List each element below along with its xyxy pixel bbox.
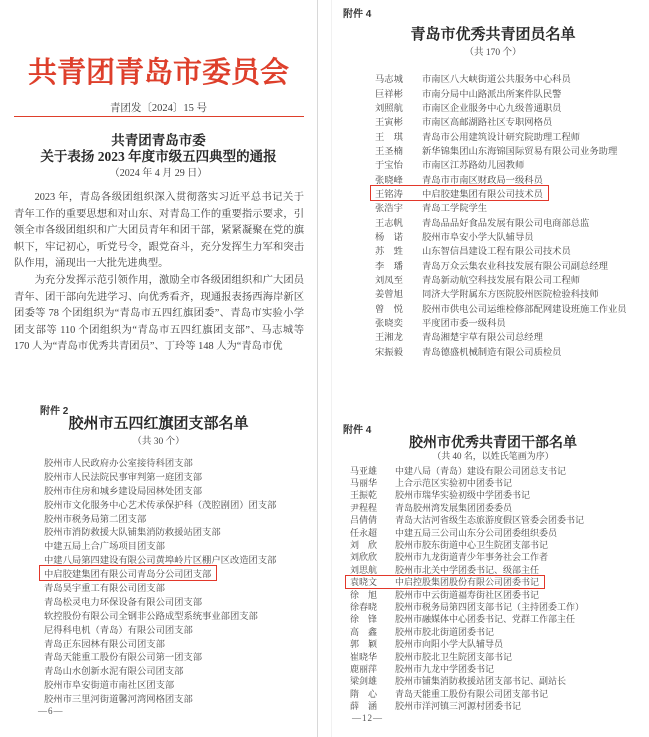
notice-title-line1: 共青团青岛市委 [111,133,206,148]
branch-row [44,622,193,636]
attachment-label: 附件 2 [40,406,69,417]
attachment-label: 附件 4 [343,9,372,20]
branch-row [44,552,276,566]
member-row [375,272,580,286]
member-list-page [318,0,649,418]
branch-name: 尼得科电机（青岛）有限公司团支部 [44,625,193,636]
cadre-org: 青岛天能重工股份有限公司团支部书记 [395,688,549,699]
cadre-name: 梁剑雄 [350,676,378,687]
doc-number: 青团发〔2024〕15 号 [109,103,208,114]
member-name: 张浩宇 [375,204,403,215]
cadre-name: 任永超 [350,527,378,538]
cadre-row [350,501,512,513]
cadre-org: 胶州市九龙中学团委书记 [395,663,495,674]
cadre-rows [350,464,584,712]
member-name: 张晓奕 [375,319,403,330]
member-name: 杨 诺 [375,232,403,243]
branch-row [44,483,202,497]
member-name: 宋振毅 [375,347,403,358]
red-separator-line [14,116,304,117]
member-row [375,100,561,114]
branch-row [44,580,165,594]
cadre-org: 胶州市北关中学团委书记、级部主任 [395,564,540,575]
cadre-row [350,662,494,674]
branch-name: 软控股份有限公司全钢非公路成型系统事业部团支部 [44,611,258,622]
member-name: 王圣楠 [375,146,403,157]
member-name: 王寅彬 [375,118,403,129]
cadre-org: 中建八局（青岛）建设有限公司团总支书记 [395,465,567,476]
member-row [375,229,534,243]
member-name: 于宝怡 [375,161,403,172]
member-row [375,171,543,185]
cadre-row [350,551,548,563]
branch-name: 胶州市文化服务中心艺术传承保护科（茂腔剧团）团支部 [44,500,277,511]
member-name: 刘凤至 [375,275,403,286]
cadre-row [350,699,521,711]
member-org: 青岛品品好食品发展有限公司电商部总监 [422,218,590,229]
cadre-org: 胶州市瑞华实验初级中学团委书记 [395,490,531,501]
cadre-org: 胶州市铺集消防救援站团支部书记、副站长 [395,676,567,687]
member-org: 新华锦集团山东海锦国际贸易有限公司业务助理 [422,146,618,157]
cadre-row [350,563,539,575]
branch-name: 中建五局上合广场项目团支部 [44,542,165,553]
member-org: 市南分局中山路派出所案件队民警 [422,89,562,100]
cadre-row [350,526,557,538]
branch-name: 青岛松灵电力环保设备有限公司团支部 [44,597,203,608]
cadre-org: 中启控股集团股份有限公司团委书记 [395,577,540,588]
cadre-list-count: （共 40 名，以姓氏笔画为序） [432,451,554,461]
branch-name: 中启胶建集团有限公司青岛分公司团支部 [44,570,212,581]
cadre-org: 青岛胶州湾发展集团团委委员 [395,502,513,513]
notice-paragraph: 为充分发挥示范引领作用，激励全市各级团组织和广大团员青年、团干部向先进学习、向优秀看齐，现通报表扬西海岸新区团委等 78 个团组织为“青岛市五四红旗团委”、青岛市实验小学团支部等 110 个团组织为“青岛市五四红旗团支部”、马志城等 170 人为“青岛市优秀共青团员”、丁玲等 148 人为“青岛市优 [14,274,304,353]
cadre-org: 胶州市中云街道福寿街社区团委书记 [395,589,540,600]
cadre-name: 刘 欣 [350,540,378,551]
cadre-name: 隋 心 [350,688,378,699]
member-list-count: （共 170 个） [464,48,522,58]
member-org: 青岛新动航空科技发展有限公司工程师 [422,275,581,286]
branch-row [44,469,202,483]
cadre-row [350,476,512,488]
branch-row [44,455,193,469]
notice-title-line2: 关于表扬 2023 年度市级五四典型的通报 [40,149,277,164]
cadre-name: 徐 旭 [350,589,378,600]
member-row [375,143,617,157]
cadre-org: 胶州市胶北卫生院团支部书记 [395,651,513,662]
notice-date: （2024 年 4 月 29 日） [109,168,208,179]
member-name: 苏 甡 [375,247,403,258]
branch-name: 胶州市住房和城乡建设局园林处团支部 [44,486,203,497]
cadre-row [350,588,539,600]
org-letterhead-title: 共青团青岛市委员会 [27,57,289,89]
cadre-name: 高 鑫 [350,626,378,637]
branch-row [44,677,174,691]
branch-list-title: 胶州市五四红旗团支部名单 [68,416,249,432]
attachment-label: 附件 4 [343,425,372,436]
member-org: 青岛市公用建筑设计研究院助理工程师 [422,132,581,143]
branch-name: 青岛山水创新水泥有限公司团支部 [44,667,184,678]
member-name: 刘照航 [375,103,403,114]
cadre-row [350,464,566,476]
cadre-list-title: 胶州市优秀共青团干部名单 [409,436,577,451]
cadre-org: 胶州市税务局第四团支部书记（主持团委工作） [395,602,585,612]
cadre-row [350,625,494,637]
branch-row [44,636,165,650]
cadre-name: 徐春晓 [350,602,378,612]
cadre-row [350,637,503,649]
cadre-row [350,514,584,526]
cadre-org: 中建五局三公司山东分公司团委组织委员 [395,527,558,538]
cadre-name: 徐 锋 [350,614,378,625]
member-row [375,257,608,271]
member-org: 青岛万众云集农业科技发展有限公司副总经理 [422,261,608,272]
cadre-org: 胶州市九龙街道青少年事务社会工作者 [395,552,549,563]
page-number: —6— [38,706,64,716]
member-list-title: 青岛市优秀共青团员名单 [410,27,576,43]
member-name: 马志城 [375,75,403,86]
notice-paragraph: 2023 年，青岛各级团组织深入贯彻落实习近平总书记关于青年工作的重要思想和对山东、对青岛工作的重要指示要求，引领全市各级团组织和广大团员青年和团干部，紧紧凝聚在党的旗帜下，牢记初心，听党号令，跟党奋斗，充分发挥生力军和突击队作用，涌现出一大批先进典型。 [14,192,304,270]
member-row [375,85,561,99]
cadre-list-page [318,418,649,737]
member-org: 胶州市阜安小学大队辅导员 [422,232,534,243]
member-org: 青岛工学院学生 [422,204,488,215]
branch-name: 胶州市三里河街道馨河湾网格团支部 [44,695,193,706]
cadre-name: 尹程程 [350,502,378,513]
member-org: 市南区高邮湖路社区专职网格员 [422,118,553,129]
member-name: 李 璠 [375,261,403,272]
member-row [375,114,552,128]
cadre-org: 青岛大沽河省级生态旅游度假区管委会团委书记 [395,515,585,526]
branch-name: 胶州市消防救援大队铺集消防救援站团支部 [44,528,221,539]
branch-name: 胶州市阜安街道市南社区团支部 [44,681,175,692]
member-org: 山东智信昌建设工程有限公司技术员 [422,247,571,258]
branch-row [44,594,202,608]
branch-name: 青岛天能重工股份有限公司第一团支部 [44,653,203,664]
branch-name: 中建八局第四建设有限公司黄埠岭片区棚户区改造团支部 [44,556,277,567]
cadre-row [350,675,566,687]
cadre-row [350,613,575,625]
cadre-name: 吕倩倩 [350,515,378,526]
cadre-row [350,576,539,588]
cadre-name: 郭 颖 [350,639,378,650]
branch-name: 青岛昊宇重工有限公司团支部 [44,583,165,594]
branch-list-count: （共 30 个） [132,437,185,447]
member-row [375,200,487,214]
cadre-org: 胶州市胶东街道中心卫生院团支部书记 [395,540,549,551]
branch-row [44,497,276,511]
branch-row [44,566,211,580]
member-name: 王 琪 [375,132,403,143]
member-row [375,71,571,85]
cadre-name: 刘欣欣 [350,552,378,563]
member-name: 张晓峰 [375,175,403,186]
cadre-org: 胶州市向阳小学大队辅导员 [395,639,504,650]
member-org: 市南区江苏路幼儿园教师 [422,161,525,172]
member-org: 胶州市供电公司运维检修部配网建设班施工作业员 [422,304,627,315]
member-org: 市南区八大峡街道公共服务中心科员 [422,75,571,86]
branch-list-page [0,400,317,737]
cadre-row [350,650,512,662]
branch-row [44,663,183,677]
cadre-row [350,489,530,501]
branch-row [44,524,221,538]
cadre-org: 胶州市洋河镇三河源村团委书记 [395,701,522,712]
cadre-row [350,687,548,699]
branch-row [44,649,202,663]
branch-row [44,608,258,622]
member-row [375,315,506,329]
branch-name: 胶州市人民政府办公室接待科团支部 [44,458,193,469]
notice-body [14,190,304,356]
member-row [375,157,524,171]
member-name: 王湘龙 [375,333,403,344]
member-name: 王志帆 [375,218,403,229]
notice-page [0,0,317,400]
cadre-org: 胶州市融媒体中心团委书记、党群工作部主任 [395,614,576,625]
branch-row [44,538,165,552]
member-row [375,329,543,343]
member-rows [375,71,627,358]
member-org: 青岛市市南区财政局一级科员 [422,175,543,186]
cadre-org: 上合示范区实验初中团委书记 [395,478,513,489]
branch-row [44,511,146,525]
branch-rows [44,455,276,705]
cadre-row [350,600,584,612]
cadre-name: 崔晓华 [350,651,378,662]
cadre-name: 薛 涵 [350,701,378,712]
member-name: 王铭涛 [375,189,403,200]
branch-name: 胶州市税务局第二团支部 [44,514,147,525]
member-row [375,243,571,257]
member-org: 青岛德盛机械制造有限公司质检员 [422,347,562,358]
member-row [375,301,627,315]
member-row [375,186,543,200]
member-org: 同济大学附属东方医院胶州医院检验科技师 [422,290,599,301]
member-org: 市南区企业服务中心九级普通职员 [422,103,562,114]
member-org: 青岛湘楚宇草有限公司总经理 [422,333,543,344]
cadre-org: 胶州市胶北街道团委书记 [395,626,495,637]
cadre-name: 马丽华 [350,478,378,489]
member-row [375,128,580,142]
cadre-name: 王振乾 [350,490,378,501]
cadre-name: 刘思航 [350,564,378,575]
cadre-row [350,538,548,550]
branch-name: 胶州市人民法院民事审判第一庭团支部 [44,472,203,483]
member-org: 平度团市委一级科员 [422,319,506,330]
member-row [375,344,561,358]
member-org: 中启胶建集团有限公司技术员 [422,189,543,200]
member-name: 曾 悦 [375,304,403,315]
member-row [375,214,589,228]
member-name: 姜曾旭 [375,290,403,301]
cadre-name: 马亚雄 [350,465,378,476]
cadre-name: 袁晓文 [350,577,378,588]
cadre-name: 鹿丽萍 [350,663,378,674]
member-row [375,286,599,300]
branch-name: 青岛正东园林有限公司团支部 [44,639,165,650]
branch-row [44,691,193,705]
page-number: —12— [352,713,383,723]
member-name: 巨祥彬 [375,89,403,100]
